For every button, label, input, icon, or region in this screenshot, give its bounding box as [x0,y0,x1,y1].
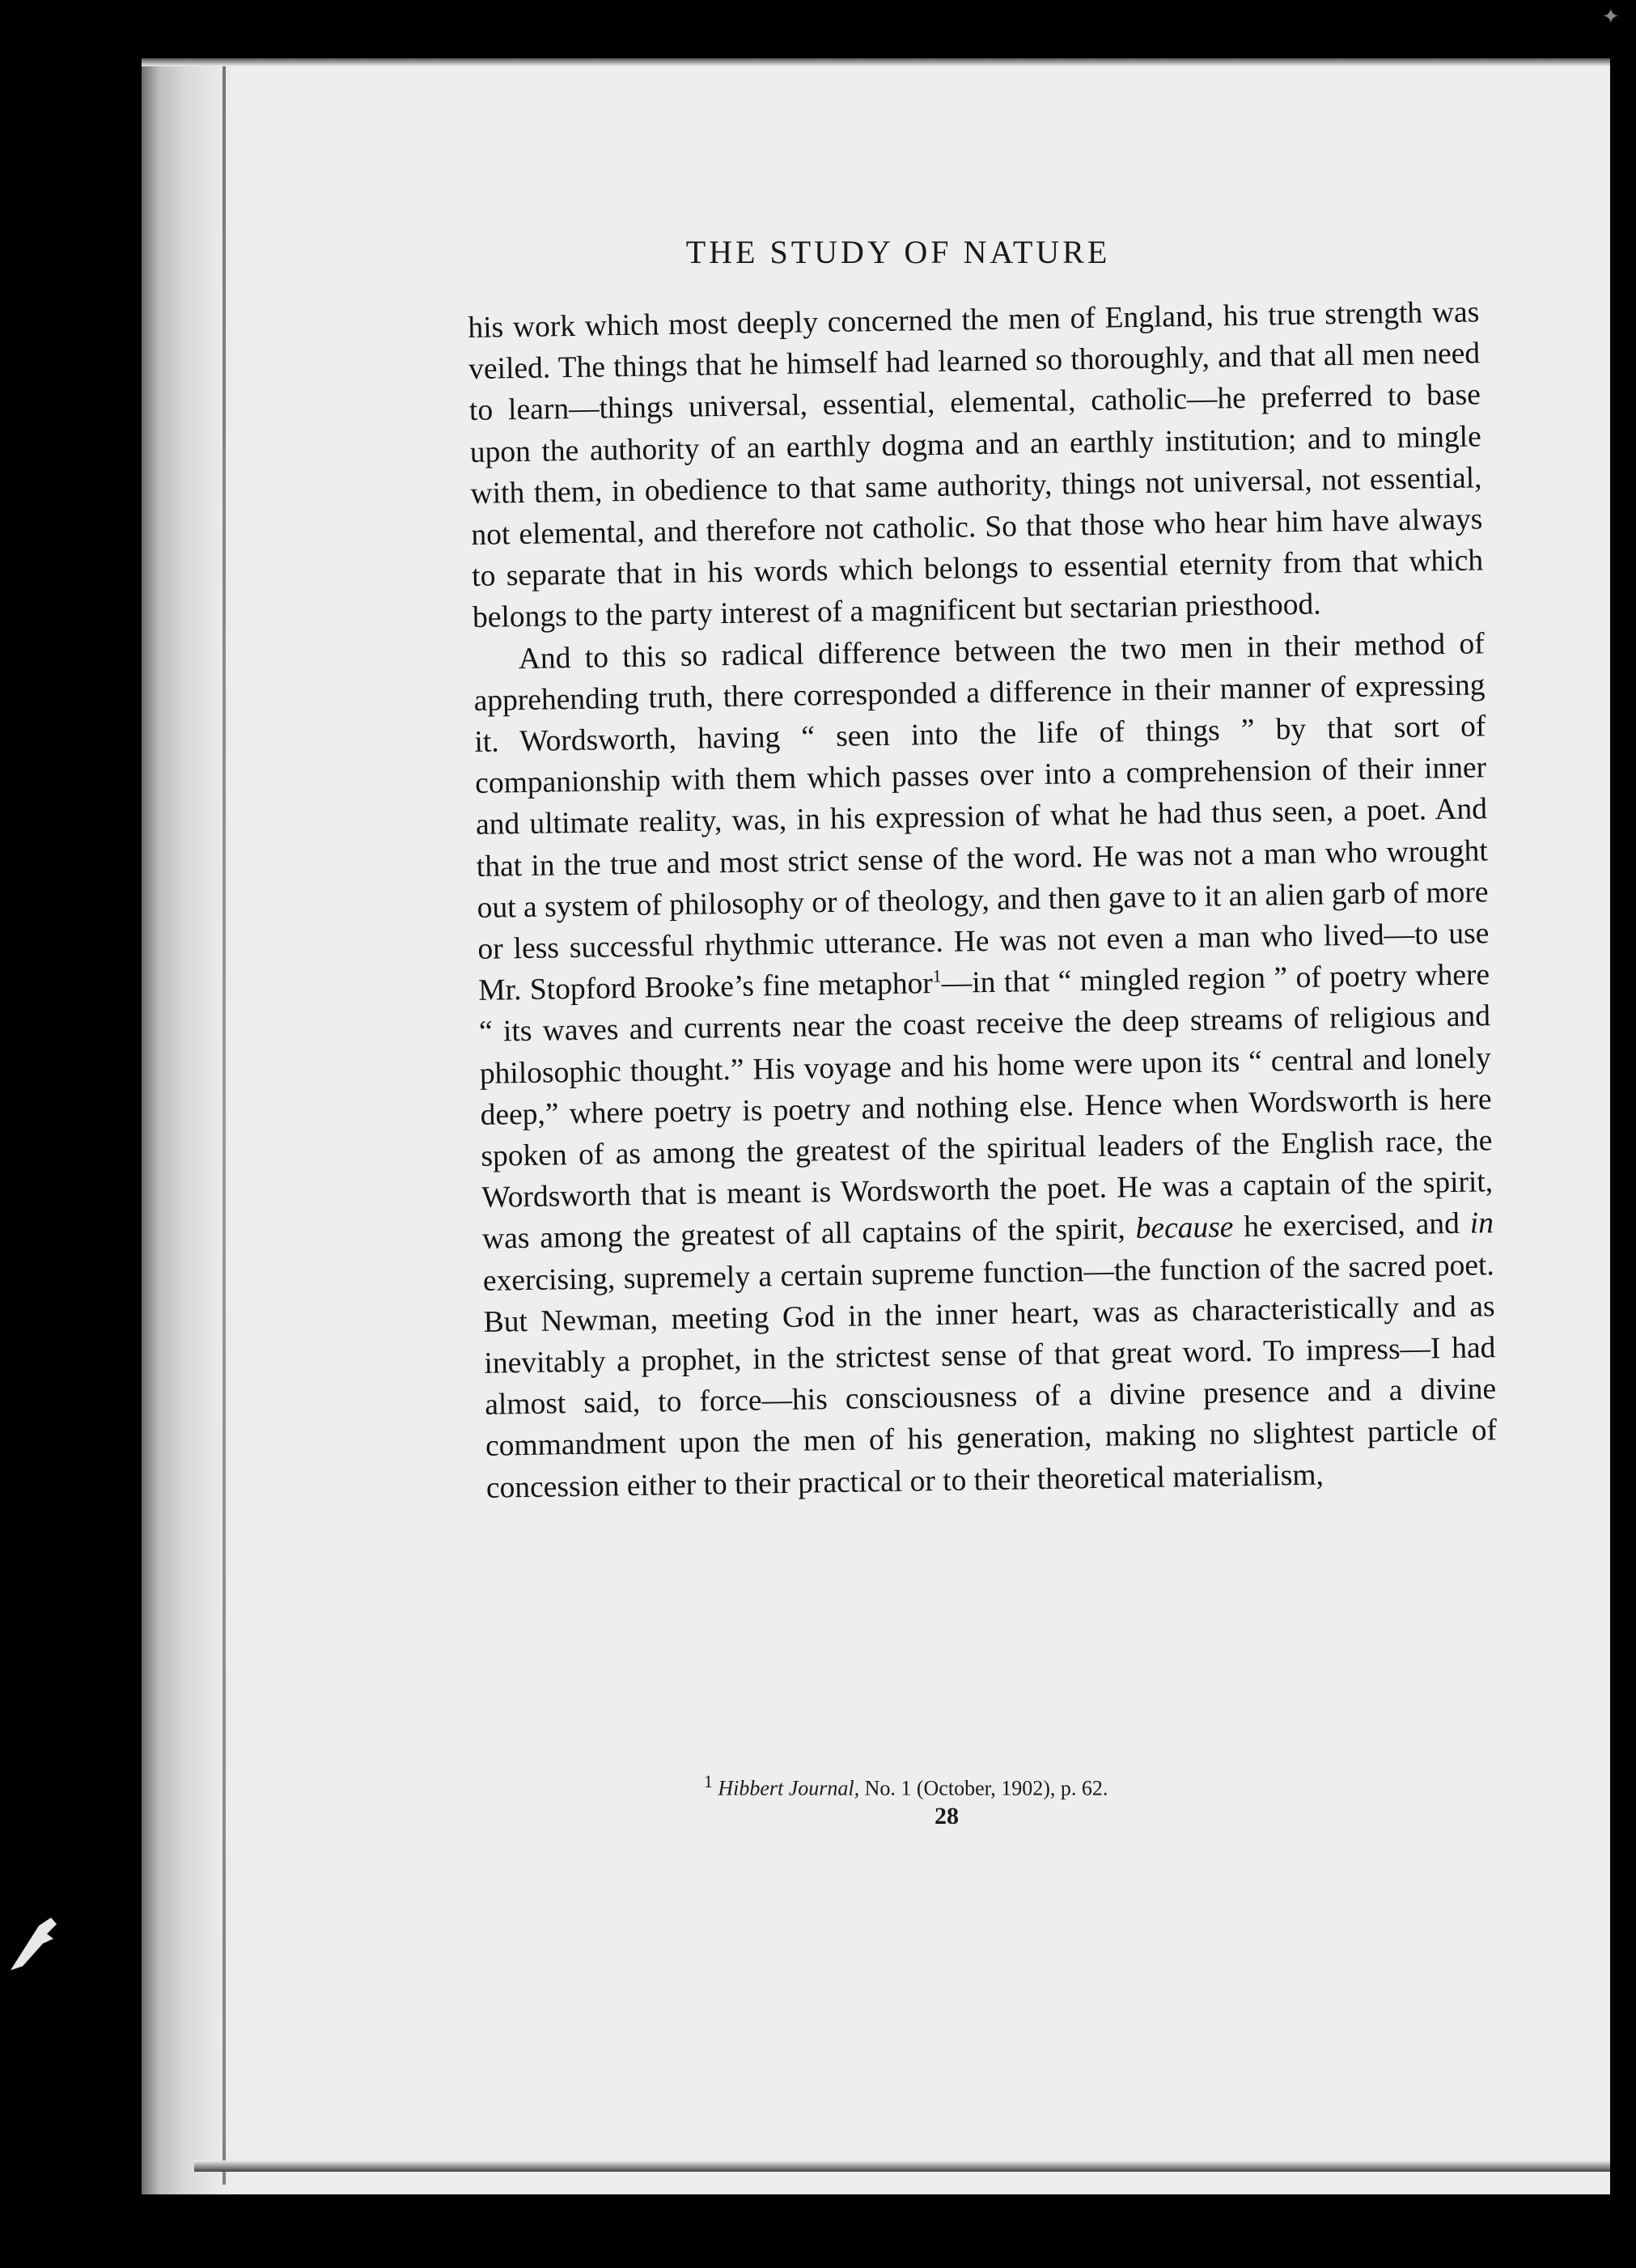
footnote-marker: 1 [704,1772,713,1791]
paragraph-text: —in that “ mingled region ” of poetry where “ its waves and currents near the coast receive the deep streams of religious and philosophic thought.” His voyage and his home were upon its “ central and lonely deep,” where poetry is poetry and nothing else. Hence when Wordsworth is here spoken of as among the greatest of the spiritual leaders of the English race, the Wordsworth that is meant is Wordsworth the poet. He was a captain of the spirit, was among the greatest of all captains of the spirit, [478,958,1494,1257]
footnote-citation: No. 1 (October, 1902), p. 62. [859,1776,1108,1800]
paragraph-text: And to this so radical difference between the two men in their method of apprehending truth, there corresponded a difference in their manner of expressing it. Wordsworth, having “ seen into the life of things ” by that sort of companionship with them which passes over into a comprehension of their inner and ultimate reality, was, in his expression of what he had thus seen, a poet. And that in the true and most strict sense of the word. He was not a man who wrought out a system of philosophy or of theology, and then gave to it an alien garb of more or less successful rhythmic utterance. He was not even a man who lived—to use Mr. Stopford Brooke’s fine metaphor [473,626,1490,1008]
paragraph [473,623,1498,1509]
footnote [704,1772,1270,1801]
gutter-edge-line [223,65,226,2185]
page-number: 28 [935,1803,959,1829]
footnote-journal: Hibbert Journal, [718,1776,860,1800]
italic-text: because [1135,1210,1234,1246]
page-top-edge [142,58,1610,66]
paragraph-text: exercising, supremely a certain supreme function—the function of the sacred poet. But Newman, meeting God in the inner heart, was as characteristically and as inevitably a prophet, in the strictest sense of that great word. To impress—I had almost said, to force—his consciousness of a divine presence and a divine commandment upon the men of his generation, making no slightest particle of concession either to their practical or to their theoretical materialism, [482,1248,1498,1505]
footnote-reference: 1 [932,965,942,986]
page-bottom-edge [194,2160,1610,2172]
paragraph [468,291,1484,638]
paragraph-text: his work which most deeply concerned the men of England, his true strength was veiled. The things that he himself had learned so thoroughly, and that all men need to learn—things universal, essential, elemental, catholic—he preferred to base upon the authority of an earthly dogma and an earthly institution; and to mingle with them, in obedience to that same authority, things not universal, not essential, not elemental, and therefore not catholic. So that those who hear him have always to separate that in his words which belongs to essential eternity from that which belongs to the party interest of a magnificent but sectarian priesthood. [468,295,1484,635]
body-text [468,291,1498,1508]
italic-text: in [1469,1206,1494,1241]
scan-speck-icon: ✦ [1602,5,1620,29]
paragraph-text: he exercised, and [1233,1207,1471,1244]
running-head: THE STUDY OF NATURE [685,234,1111,270]
scan-clip-mark-icon [6,1901,63,1974]
